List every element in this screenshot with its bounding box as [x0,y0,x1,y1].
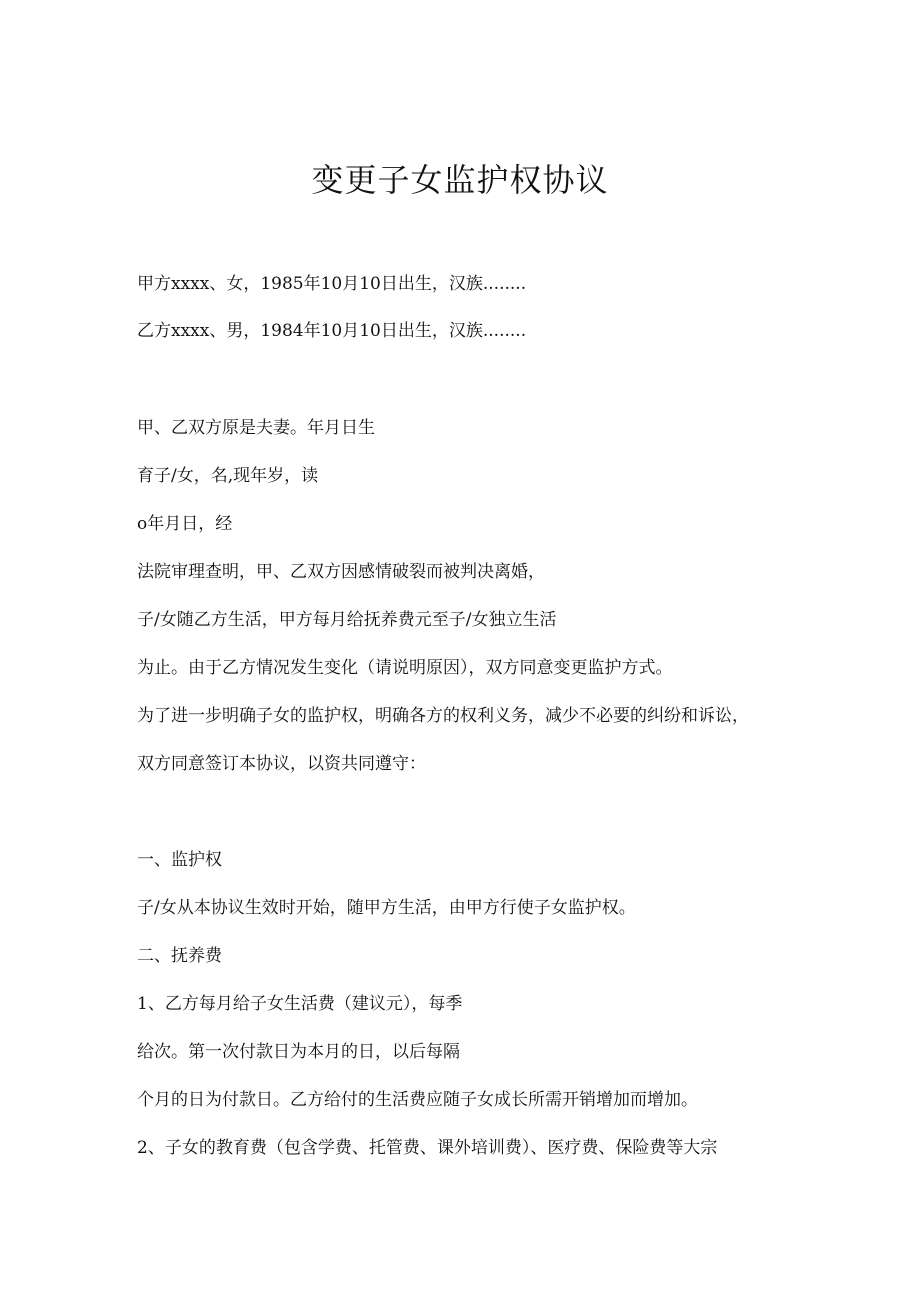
body-line: 2、子女的教育费（包含学费、托管费、课外培训费）、医疗费、保险费等大宗 [137,1138,718,1158]
section-heading-support: 二、抚养费 [137,946,222,966]
body-line: 为了进一步明确子女的监护权，明确各方的权利义务，减少不必要的纠纷和诉讼， [137,706,749,726]
body-line: 为止。由于乙方情况发生变化（请说明原因），双方同意变更监护方式。 [137,658,673,678]
body-line: 子/女从本协议生效时开始，随甲方生活，由甲方行使子女监护权。 [137,898,636,918]
body-line: 育子/女，名,现年岁，读 [137,466,319,486]
body-line: 1、乙方每月给子女生活费（建议元），每季 [137,994,463,1014]
body-line: 子/女随乙方生活，甲方每月给抚养费元至子/女独立生活 [137,610,557,630]
party-a-info: 甲方xxxx、女，1985年10月10日出生，汉族........ [137,274,527,294]
body-line: o年月日，经 [137,514,233,534]
document-title: 变更子女监护权协议 [311,161,609,199]
body-line: 双方同意签订本协议，以资共同遵守： [137,754,426,774]
body-line: 法院审理查明，甲、乙双方因感情破裂而被判决离婚， [137,562,545,582]
section-heading-guardianship: 一、监护权 [137,850,222,870]
body-line: 甲、乙双方原是夫妻。年月日生 [137,418,375,438]
body-line: 给次。第一次付款日为本月的日，以后每隔 [137,1042,460,1062]
party-b-info: 乙方xxxx、男，1984年10月10日出生，汉族........ [137,321,527,341]
body-line: 个月的日为付款日。乙方给付的生活费应随子女成长所需开销增加而增加。 [137,1090,698,1110]
